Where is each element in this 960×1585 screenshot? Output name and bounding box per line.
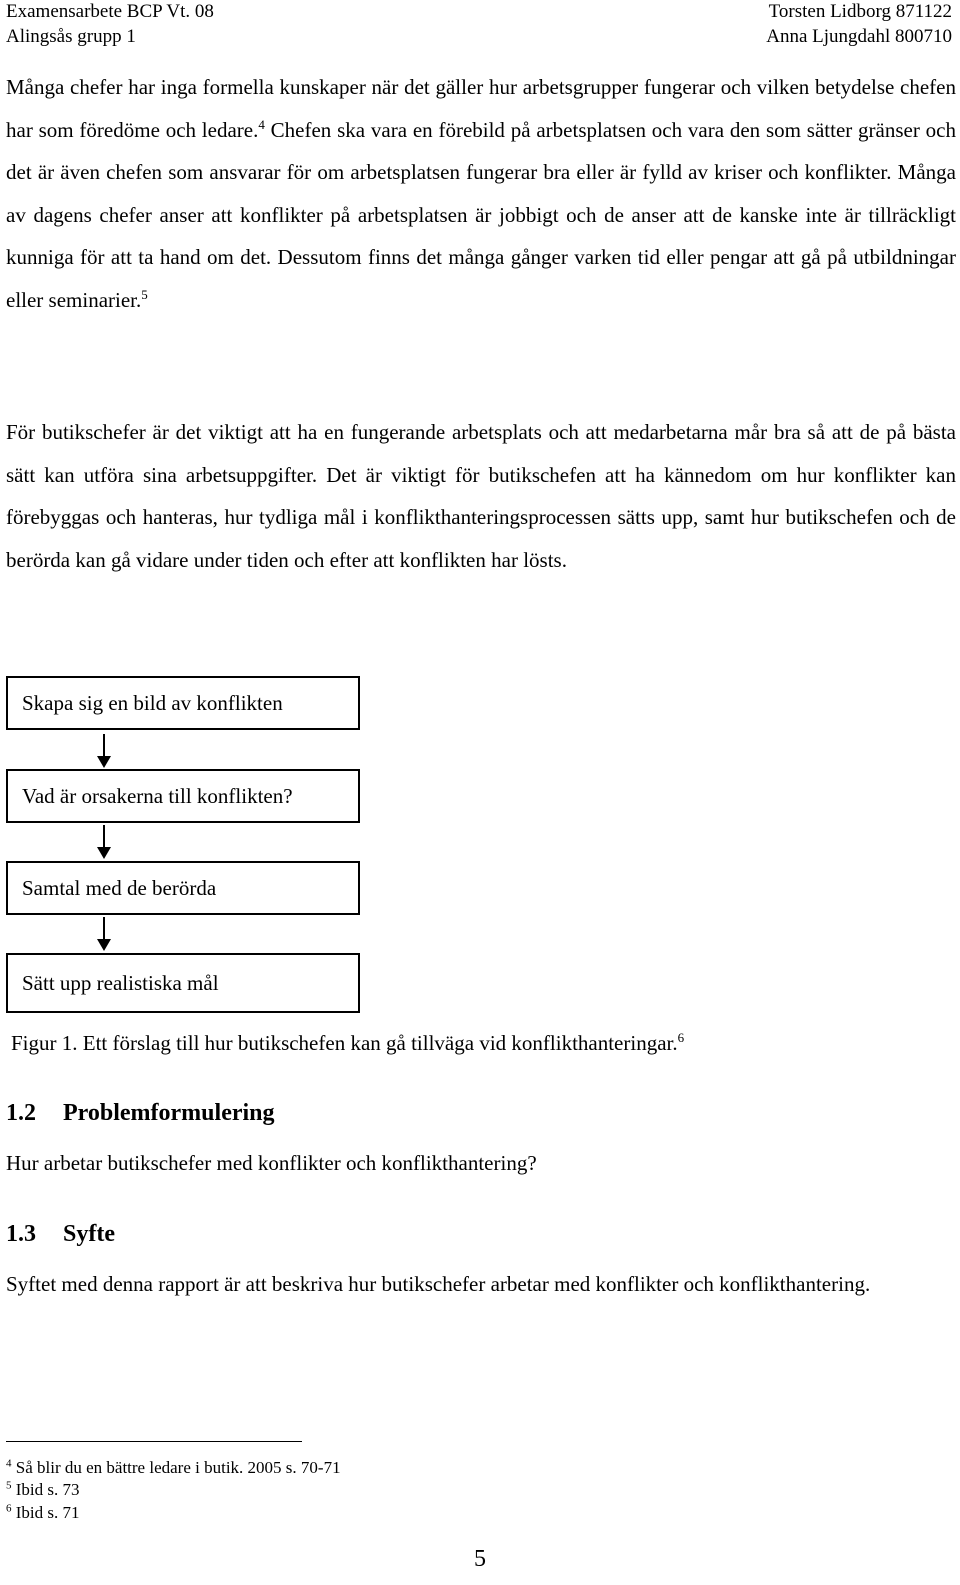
- footnote-ref-4: 4: [258, 116, 265, 132]
- body-paragraph-2: För butikschefer är det viktigt att ha en fungerande arbetsplats och att medarbetarna mår bra så att de på bästa sätt kan utföra sina arbetsuppgifter. Det är viktigt för butikschefen att ha kännedom om hur konflikter kan förebyggas och hanteras, hur tydliga mål i konflikthanteringsprocessen sätts upp, samt hur butikschefen och de berörda kan gå vidare under tiden och efter att konflikten har lösts.: [6, 420, 956, 572]
- footnote-4: [6, 1457, 341, 1479]
- header-author-course: Examensarbete BCP Vt. 08: [6, 1, 214, 22]
- page-number: 5: [474, 1546, 486, 1572]
- section-heading-syfte: [6, 1219, 115, 1249]
- flowchart-step-1: Skapa sig en bild av konflikten: [6, 676, 360, 730]
- footnote-separator: [6, 1441, 302, 1442]
- header-author-2: Anna Ljungdahl 800710: [766, 26, 952, 47]
- figure-caption: [11, 1028, 684, 1058]
- footnote-text: Ibid s. 73: [15, 1480, 80, 1499]
- footnote-number: 6: [6, 1502, 12, 1515]
- footnote-6: [6, 1502, 80, 1524]
- body-paragraph-1: [6, 66, 956, 321]
- flowchart-step-2: Vad är orsakerna till konflikten?: [6, 769, 360, 823]
- footnote-text: Så blir du en bättre ledare i butik. 2005 s. 70-71: [15, 1458, 341, 1477]
- footnote-5: [6, 1479, 80, 1501]
- header-author-1: Torsten Lidborg 871122: [768, 1, 952, 22]
- flowchart-arrow-3: [97, 917, 111, 951]
- section-title: Syfte: [63, 1221, 115, 1247]
- section-title: Problemformulering: [63, 1100, 275, 1126]
- purpose-paragraph: Syftet med denna rapport är att beskriva hur butikschefer arbetar med konflikter och konflikthantering.: [6, 1272, 871, 1296]
- section-number: 1.3: [6, 1221, 36, 1247]
- flowchart-step-3: Samtal med de berörda: [6, 861, 360, 915]
- section-heading-problemformulering: [6, 1098, 275, 1128]
- footnote-ref-5: 5: [141, 286, 148, 302]
- flowchart-arrow-2: [97, 825, 111, 859]
- paragraph-1-text-b: Chefen ska vara en förebild på arbetsplatsen och vara den som sätter gränser och det är även chefen som ansvarar för om arbetsplatsen fungerar bra eller är fylld av kriser och konflikter. Många av dagens chefer anser att konflikter på arbetsplatsen är jobbigt och de anser att de kanske inte är tillräckligt kunniga för att ta hand om det. Dessutom finns det många gånger varken tid eller pengar att gå på utbildningar eller seminarier.: [6, 117, 956, 312]
- section-number: 1.2: [6, 1100, 36, 1126]
- flowchart-step-4: Sätt upp realistiska mål: [6, 953, 360, 1013]
- footnote-number: 5: [6, 1479, 12, 1492]
- paragraph-1-text-a: Många chefer har inga formella kunskaper när det gäller hur arbetsgrupper fungerar och vilken betydelse chefen har som föredöme och ledare.: [6, 75, 956, 142]
- flowchart-arrow-1: [97, 734, 111, 768]
- problem-statement: Hur arbetar butikschefer med konflikter och konflikthantering?: [6, 1151, 537, 1175]
- footnote-ref-6: 6: [677, 1030, 685, 1045]
- footnote-text: Ibid s. 71: [15, 1503, 80, 1522]
- figure-caption-text: Figur 1. Ett förslag till hur butikschefen kan gå tillväga vid konflikthanteringar.: [11, 1031, 678, 1055]
- footnote-number: 4: [6, 1457, 12, 1470]
- header-group: Alingsås grupp 1: [6, 26, 136, 47]
